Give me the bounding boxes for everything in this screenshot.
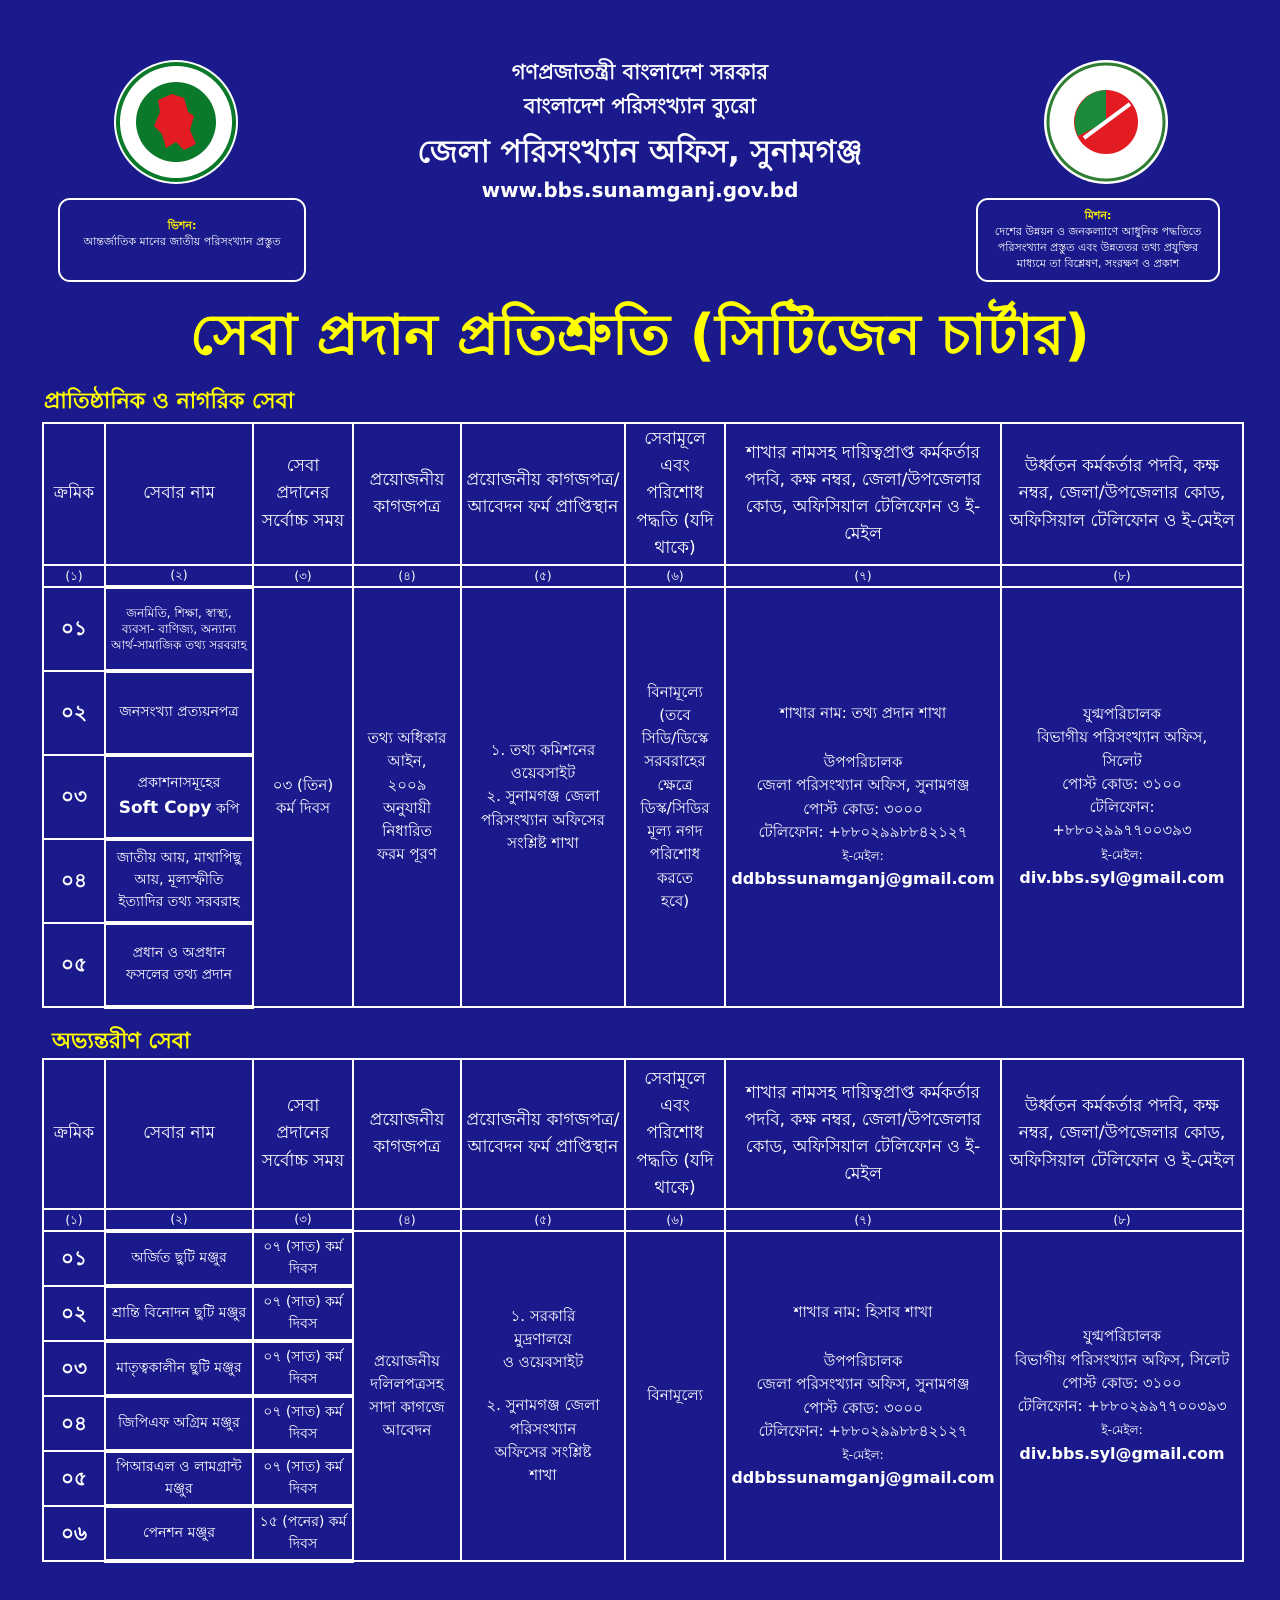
branch-name: শাখার নাম: হিসাব শাখা	[793, 1302, 933, 1321]
time-value: ০৩ (তিন)	[272, 775, 334, 794]
place-line: ও ওয়েবসাইট	[502, 1353, 584, 1372]
bbs-logo	[1044, 60, 1168, 184]
responsible-officer	[725, 1231, 1001, 1561]
senior-designation: যুগ্মপরিচালক	[1083, 1327, 1161, 1346]
service-time: ০৭ (সাত) কর্ম দিবস	[253, 1231, 353, 1286]
fee-line: মূল্য নগদ	[647, 822, 703, 841]
col-header-officer: শাখার নামসহ দায়িত্বপ্রাপ্ত কর্মকর্তার পদবি, কক্ষ নম্বর, জেলা/উপজেলার কোড, অফিসিয়াল টেলিফোন ও ই- মেইল	[725, 423, 1001, 565]
senior-phone: +৮৮০২৯৯৭৭০০৩৯৩	[1052, 821, 1192, 840]
doc-line: ২০০৯	[387, 775, 427, 794]
col-header-officer: শাখার নামসহ দায়িত্বপ্রাপ্ত কর্মকর্তার পদবি, কক্ষ নম্বর, জেলা/উপজেলার কোড, অফিসিয়াল টেলিফোন ও ই- মেইল	[725, 1059, 1001, 1209]
fee-line: ডিস্ক/সিডির	[640, 798, 710, 817]
soft-copy-label: Soft Copy	[118, 797, 212, 818]
service-name: জিপিএফ অগ্রিম মঞ্জুর	[105, 1396, 253, 1451]
service-name: প্রধান ও অপ্রধান ফসলের তথ্য প্রদান	[105, 923, 253, 1007]
mission-box	[976, 198, 1220, 282]
col-number: (৬)	[625, 565, 725, 587]
vision-text: আন্তর্জাতিক মানের জাতীয় পরিসংখ্যান প্রস্তুত	[83, 234, 281, 248]
form-source	[461, 587, 625, 1007]
service-name: পিআরএল ও লামগ্রান্ট মঞ্জুর	[105, 1451, 253, 1506]
email-label: ই-মেইল:	[842, 1448, 884, 1463]
doc-line: দলিলপত্রসহ	[370, 1374, 444, 1393]
place-line: সংশ্লিষ্ট শাখা	[507, 833, 579, 852]
doc-line: তথ্য অধিকার	[367, 729, 447, 748]
col-header-fee: সেবামূলে এবং পরিশোধ পদ্ধতি (যদি থাকে)	[625, 423, 725, 565]
officer-email-link[interactable]: ddbbssunamganj@gmail.com	[731, 869, 995, 889]
row-serial: ০২	[43, 1286, 105, 1341]
senior-officer	[1001, 1231, 1243, 1561]
row-serial: ০৫	[43, 1451, 105, 1506]
website-link[interactable]: www.bbs.sunamganj.gov.bd	[481, 178, 799, 202]
fee-line: (তবে	[659, 705, 691, 724]
service-name: জনসংখ্যা প্রত্যয়নপত্র	[105, 671, 253, 755]
col-header-service: সেবার নাম	[105, 1059, 253, 1209]
column-number-row	[43, 565, 1243, 587]
doc-line: আবেদন	[382, 1421, 432, 1440]
place-line: ২. সুনামগঞ্জ জেলা	[486, 787, 600, 806]
citizen-service-table	[42, 422, 1244, 1009]
service-name: শ্রান্তি বিনোদন ছুটি মঞ্জুর	[105, 1286, 253, 1341]
column-number-row	[43, 1209, 1243, 1231]
senior-city: সিলেট	[1102, 751, 1142, 770]
col-number: (৮)	[1001, 565, 1243, 587]
bureau-title: বাংলাদেশ পরিসংখ্যান ব্যুরো	[523, 94, 757, 118]
office-title: জেলা পরিসংখ্যান অফিস, সুনামগঞ্জ	[417, 134, 863, 170]
fee-line: বিনামূল্যে	[647, 682, 703, 701]
service-name: জাতীয় আয়, মাথাপিছু আয়, মূল্যস্ফীতি ইত্যাদির তথ্য সরবরাহ	[105, 839, 253, 923]
email-label: ই-মেইল:	[842, 849, 884, 864]
col-header-senior: উর্ধ্বতন কর্মকর্তার পদবি, কক্ষ নম্বর, জেলা/উপজেলার কোড, অফিসিয়াল টেলিফোন ও ই-মেইল	[1001, 423, 1243, 565]
place-line: অফিসের সংশ্লিষ্ট	[494, 1442, 592, 1461]
service-name: মাতৃত্বকালীন ছুটি মঞ্জুর	[105, 1341, 253, 1396]
table-header-row	[43, 1059, 1243, 1209]
place-line	[466, 1374, 620, 1394]
service-time: ০৭ (সাত) কর্ম দিবস	[253, 1286, 353, 1341]
officer-phone: টেলিফোন: +৮৮০২৯৯৮৮৪২১২৭	[758, 822, 968, 841]
service-time: ০৭ (সাত) কর্ম দিবস	[253, 1341, 353, 1396]
table-header-row	[43, 423, 1243, 565]
col-header-place: প্রয়োজনীয় কাগজপত্র/আবেদন ফর্ম প্রাপ্তিস্থান	[461, 1059, 625, 1209]
officer-designation: উপপরিচালক	[823, 753, 903, 772]
service-time: ০৭ (সাত) কর্ম দিবস	[253, 1396, 353, 1451]
doc-line: অনুযায়ী	[382, 798, 432, 817]
row-serial: ০৫	[43, 923, 105, 1007]
place-line: পরিসংখ্যান	[509, 1419, 577, 1438]
service-name: জনমিতি, শিক্ষা, স্বাস্থ্য, ব্যবসা- বাণিজ্য, অন্যান্য আর্থ-সামাজিক তথ্য সরবরাহ	[105, 587, 253, 671]
row-serial: ০২	[43, 671, 105, 755]
senior-email-link[interactable]: div.bbs.syl@gmail.com	[1019, 1443, 1225, 1463]
col-number: (৭)	[725, 565, 1001, 587]
col-number: (৪)	[353, 565, 461, 587]
col-number: (১)	[43, 565, 105, 587]
doc-line: সাদা কাগজে	[369, 1398, 445, 1416]
fee-line: সরবরাহের	[644, 752, 706, 771]
doc-line: নিধারিত	[382, 822, 432, 841]
col-number: (৫)	[461, 1209, 625, 1231]
row-serial: ০৪	[43, 1396, 105, 1451]
service-name-suffix: কপি	[215, 800, 240, 817]
col-number: (৩)	[253, 1209, 353, 1231]
section2-heading: অভ্যন্তরীণ সেবা	[52, 1029, 191, 1054]
govt-title: গণপ্রজাতন্ত্রী বাংলাদেশ সরকার	[511, 60, 769, 84]
bangladesh-govt-emblem	[114, 60, 238, 184]
senior-email-link[interactable]: div.bbs.syl@gmail.com	[1019, 867, 1225, 887]
email-label: ই-মেইল:	[1101, 847, 1143, 862]
col-header-documents: প্রয়োজনীয় কাগজপত্র	[353, 423, 461, 565]
service-time	[253, 587, 353, 1007]
col-header-serial: ক্রমিক	[43, 1059, 105, 1209]
col-header-documents: প্রয়োজনীয় কাগজপত্র	[353, 1059, 461, 1209]
doc-line: প্রয়োজনীয়	[374, 1351, 440, 1370]
vision-label: ভিশন:	[167, 219, 197, 232]
senior-phone-label: টেলিফোন:	[1089, 798, 1155, 817]
service-time: ০৭ (সাত) কর্ম দিবস	[253, 1451, 353, 1506]
service-time: ১৫ (পনের) কর্ম দিবস	[253, 1506, 353, 1561]
col-number: (৪)	[353, 1209, 461, 1231]
form-source	[461, 1231, 625, 1561]
officer-office: জেলা পরিসংখ্যান অফিস, সুনামগঞ্জ	[756, 1375, 970, 1394]
col-header-serial: ক্রমিক	[43, 423, 105, 565]
col-number: (৮)	[1001, 1209, 1243, 1231]
place-line: পরিসংখ্যান অফিসের	[481, 810, 605, 829]
place-line: ১. তথ্য কমিশনের	[490, 740, 596, 759]
fee-line: পরিশোধ	[649, 845, 701, 864]
senior-officer	[1001, 587, 1243, 1007]
officer-office: জেলা পরিসংখ্যান অফিস, সুনামগঞ্জ	[756, 776, 970, 795]
officer-designation: উপপরিচালক	[823, 1352, 903, 1371]
senior-phone: টেলিফোন: +৮৮০২৯৯৭৭০০৩৯৩	[1017, 1397, 1227, 1416]
col-header-time: সেবা প্রদানের সর্বোচ্চ সময়	[253, 423, 353, 565]
mission-text: দেশের উন্নয়ন ও জনকল্যাণে আধুনিক পদ্ধতিতে পরিসংখ্যান প্রস্তুত এবং উন্নততর তথ্য প্রযুক্তির মাধ্যমে তা বিশ্লেষণ, সংরক্ষণ ও প্রকাশ	[994, 224, 1202, 270]
place-line: ওয়েবসাইট	[510, 764, 576, 783]
senior-designation: যুগ্মপরিচালক	[1083, 705, 1161, 724]
senior-office: বিভাগীয় পরিসংখ্যান অফিস,	[1036, 728, 1208, 747]
senior-postcode: পোস্ট কোড: ৩১০০	[1062, 1373, 1182, 1392]
col-header-service: সেবার নাম	[105, 423, 253, 565]
table-row	[43, 1231, 1243, 1286]
row-serial: ০৪	[43, 839, 105, 923]
mission-label: মিশন:	[1084, 209, 1112, 222]
internal-service-table	[42, 1058, 1244, 1563]
fee-line: করতে	[656, 868, 694, 887]
officer-postcode: পোস্ট কোড: ৩০০০	[803, 799, 923, 818]
service-name: অর্জিত ছুটি মঞ্জুর	[105, 1231, 253, 1286]
officer-phone: টেলিফোন: +৮৮০২৯৯৮৮৪২১২৭	[758, 1421, 968, 1440]
govt-emblem-icon	[114, 60, 238, 184]
fee-payment	[625, 587, 725, 1007]
col-number: (৭)	[725, 1209, 1001, 1231]
bbs-logo-icon	[1044, 60, 1168, 184]
col-number: (২)	[105, 1209, 253, 1231]
page-title: সেবা প্রদান প্রতিশ্রুতি (সিটিজেন চার্টার)	[190, 303, 1090, 368]
required-documents	[353, 1231, 461, 1561]
row-serial: ০৩	[43, 755, 105, 839]
doc-line: ফরম পূরণ	[377, 845, 437, 864]
col-header-time: সেবা প্রদানের সর্বোচ্চ সময়	[253, 1059, 353, 1209]
responsible-officer	[725, 587, 1001, 1007]
row-serial: ০১	[43, 587, 105, 671]
fee-line: সিডি/ডিস্কে	[641, 729, 709, 748]
service-name: পেনশন মঞ্জুর	[105, 1506, 253, 1561]
col-header-senior: উর্ধ্বতন কর্মকর্তার পদবি, কক্ষ নম্বর, জেলা/উপজেলার কোড, অফিসিয়াল টেলিফোন ও ই-মেইল	[1001, 1059, 1243, 1209]
col-header-place: প্রয়োজনীয় কাগজপত্র/আবেদন ফর্ম প্রাপ্তিস্থান	[461, 423, 625, 565]
place-line: ১. সরকারি	[510, 1306, 576, 1325]
required-documents	[353, 587, 461, 1007]
officer-email-link[interactable]: ddbbssunamganj@gmail.com	[731, 1468, 995, 1488]
doc-line: আইন,	[387, 752, 427, 771]
col-number: (২)	[105, 565, 253, 587]
fee-line: ক্ষেত্রে	[657, 775, 693, 794]
vision-box	[58, 198, 306, 282]
place-line: মুদ্রণালয়ে	[514, 1329, 572, 1348]
branch-name: শাখার নাম: তথ্য প্রদান শাখা	[779, 703, 947, 722]
service-name	[105, 755, 253, 839]
row-serial: ০৩	[43, 1341, 105, 1396]
col-number: (৬)	[625, 1209, 725, 1231]
place-line: শাখা	[529, 1466, 557, 1485]
fee-line: হবে)	[660, 891, 690, 910]
officer-postcode: পোস্ট কোড: ৩০০০	[803, 1398, 923, 1417]
col-number: (৩)	[253, 565, 353, 587]
section1-heading: প্রাতিষ্ঠানিক ও নাগরিক সেবা	[44, 389, 295, 414]
service-name-line: প্রকাশনাসমূহের	[137, 774, 221, 791]
col-number: (১)	[43, 1209, 105, 1231]
fee-payment: বিনামূল্যে	[625, 1231, 725, 1561]
row-serial: ০১	[43, 1231, 105, 1286]
email-label: ই-মেইল:	[1101, 1423, 1143, 1438]
col-header-fee: সেবামূলে এবং পরিশোধ পদ্ধতি (যদি থাকে)	[625, 1059, 725, 1209]
table-row	[43, 587, 1243, 671]
senior-office: বিভাগীয় পরিসংখ্যান অফিস, সিলেট	[1014, 1350, 1230, 1369]
place-line: ২. সুনামগঞ্জ জেলা	[486, 1396, 600, 1415]
row-serial: ০৬	[43, 1506, 105, 1561]
time-unit: কর্ম দিবস	[275, 798, 331, 817]
senior-postcode: পোস্ট কোড: ৩১০০	[1062, 774, 1182, 793]
col-number: (৫)	[461, 565, 625, 587]
